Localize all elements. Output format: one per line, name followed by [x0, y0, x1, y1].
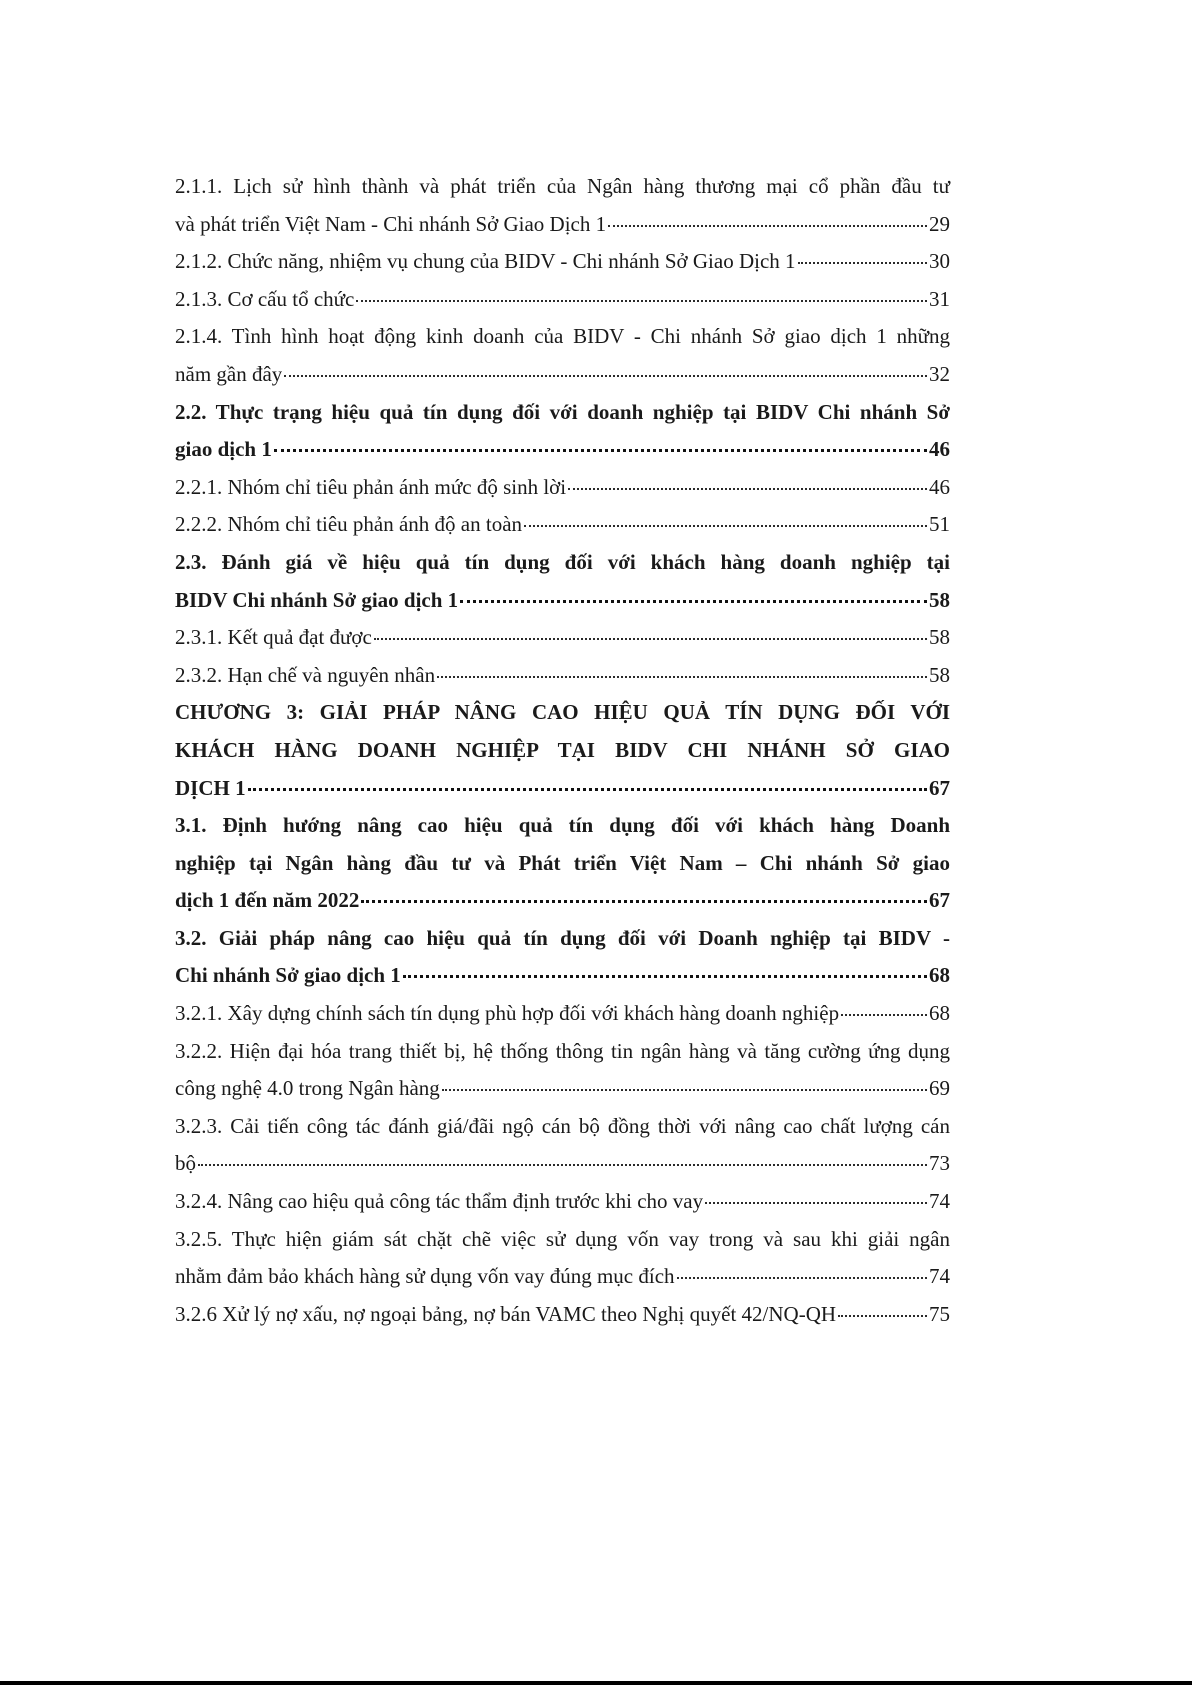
table-of-contents [175, 168, 950, 1333]
toc-entry[interactable] [175, 318, 950, 393]
toc-entry[interactable] [175, 694, 950, 807]
toc-entry[interactable] [175, 1221, 950, 1296]
toc-entry[interactable] [175, 657, 950, 695]
toc-entry[interactable] [175, 995, 950, 1033]
toc-entry-title: 3.2.6 Xử lý nợ xấu, nợ ngoại bảng, nợ bán VAMC theo Nghị quyết 42/NQ-QH [175, 1301, 837, 1326]
toc-entry[interactable] [175, 1296, 950, 1334]
toc-entry[interactable] [175, 469, 950, 507]
toc-entry[interactable] [175, 920, 950, 995]
page-number: 73 [929, 1151, 950, 1176]
toc-entry-final-line [175, 1145, 950, 1183]
page-number: 74 [929, 1189, 950, 1214]
toc-entry[interactable] [175, 394, 950, 469]
toc-entry[interactable] [175, 168, 950, 243]
dot-leader [608, 225, 927, 227]
toc-entry-final-line [175, 506, 950, 544]
page-number: 32 [929, 361, 950, 386]
page-number: 68 [929, 1001, 950, 1026]
dot-leader [705, 1202, 927, 1204]
toc-entry[interactable] [175, 1108, 950, 1183]
toc-entry-title: 3.2.4. Nâng cao hiệu quả công tác thẩm định trước khi cho vay [175, 1189, 704, 1214]
toc-entry-text-line: KHÁCH HÀNG DOANH NGHIỆP TẠI BIDV CHI NHÁNH SỞ GIAO [175, 737, 950, 762]
toc-entry-final-line [175, 1296, 950, 1334]
toc-entry-final-line [175, 431, 950, 469]
toc-entry-title: năm gần đây [175, 361, 283, 386]
dot-leader [248, 788, 927, 791]
toc-entry-title: nhằm đảm bảo khách hàng sử dụng vốn vay đúng mục đích [175, 1264, 675, 1289]
dot-leader [198, 1164, 927, 1166]
toc-entry-final-line [175, 243, 950, 281]
toc-entry-title: 2.1.2. Chức năng, nhiệm vụ chung của BIDV - Chi nhánh Sở Giao Dịch 1 [175, 249, 796, 274]
toc-entry-final-line [175, 1183, 950, 1221]
page-number: 58 [929, 587, 950, 612]
toc-entry-title: 3.2.1. Xây dựng chính sách tín dụng phù hợp đối với khách hàng doanh nghiệp [175, 1001, 840, 1026]
page-number: 51 [929, 512, 950, 537]
toc-entry-title: và phát triển Việt Nam - Chi nhánh Sở Giao Dịch 1 [175, 211, 607, 236]
toc-entry-text-line: 3.2. Giải pháp nâng cao hiệu quả tín dụng đối với Doanh nghiệp tại BIDV - [175, 925, 950, 950]
page-number: 58 [929, 625, 950, 650]
page-number: 29 [929, 211, 950, 236]
toc-entry-title: BIDV Chi nhánh Sở giao dịch 1 [175, 587, 459, 612]
toc-entry-text-line: 3.2.3. Cải tiến công tác đánh giá/đãi ngộ cán bộ đồng thời với nâng cao chất lượng cán [175, 1113, 950, 1138]
toc-entry-final-line [175, 469, 950, 507]
toc-entry[interactable] [175, 1183, 950, 1221]
page-number: 69 [929, 1076, 950, 1101]
page-number: 46 [929, 474, 950, 499]
toc-entry-title: DỊCH 1 [175, 775, 246, 800]
toc-entry-final-line [175, 356, 950, 394]
toc-entry-text-line: 3.2.5. Thực hiện giám sát chặt chẽ việc sử dụng vốn vay trong và sau khi giải ngân [175, 1226, 950, 1251]
toc-entry[interactable] [175, 619, 950, 657]
page-number: 46 [929, 437, 950, 462]
toc-entry-title: dịch 1 đến năm 2022 [175, 888, 360, 913]
dot-leader [442, 1089, 927, 1091]
toc-entry[interactable] [175, 544, 950, 619]
toc-entry-final-line [175, 770, 950, 808]
toc-entry-title: bộ [175, 1151, 196, 1176]
dot-leader [403, 975, 927, 978]
toc-entry-text-line: 2.1.1. Lịch sử hình thành và phát triển của Ngân hàng thương mại cổ phần đầu tư [175, 174, 950, 198]
page-bottom-border [0, 1681, 1192, 1685]
page-number: 67 [929, 888, 950, 913]
dot-leader [460, 600, 927, 603]
dot-leader [284, 375, 927, 377]
dot-leader [841, 1014, 927, 1016]
toc-entry-final-line [175, 657, 950, 695]
dot-leader [677, 1277, 927, 1279]
toc-entry-title: 2.3.2. Hạn chế và nguyên nhân [175, 662, 436, 687]
toc-entry-final-line [175, 582, 950, 620]
dot-leader [361, 900, 927, 903]
toc-entry-title: 2.2.2. Nhóm chỉ tiêu phản ánh độ an toàn [175, 512, 523, 537]
dot-leader [568, 488, 927, 490]
page-number: 74 [929, 1264, 950, 1289]
dot-leader [437, 676, 927, 678]
toc-entry-text-line: nghiệp tại Ngân hàng đầu tư và Phát triển Việt Nam – Chi nhánh Sở giao [175, 850, 950, 875]
dot-leader [274, 449, 927, 452]
toc-entry-text-line: CHƯƠNG 3: GIẢI PHÁP NÂNG CAO HIỆU QUẢ TÍN DỤNG ĐỐI VỚI [175, 700, 950, 725]
toc-entry-text-line: 2.2. Thực trạng hiệu quả tín dụng đối với doanh nghiệp tại BIDV Chi nhánh Sở [175, 399, 950, 424]
toc-entry-title: Chi nhánh Sở giao dịch 1 [175, 963, 401, 988]
toc-entry-text-line: 2.1.4. Tình hình hoạt động kinh doanh của BIDV - Chi nhánh Sở giao dịch 1 những [175, 324, 950, 349]
toc-entry-final-line [175, 995, 950, 1033]
page-number: 75 [929, 1301, 950, 1326]
page-number: 58 [929, 662, 950, 687]
page-number: 68 [929, 963, 950, 988]
toc-entry-text-line: 2.3. Đánh giá về hiệu quả tín dụng đối với khách hàng doanh nghiệp tại [175, 549, 950, 574]
dot-leader [374, 638, 927, 640]
toc-entry-title: 2.1.3. Cơ cấu tổ chức [175, 286, 355, 311]
toc-entry[interactable] [175, 1033, 950, 1108]
dot-leader [356, 300, 927, 302]
page-number: 31 [929, 286, 950, 311]
toc-entry-final-line [175, 206, 950, 244]
dot-leader [838, 1315, 927, 1317]
toc-entry-final-line [175, 1070, 950, 1108]
dot-leader [524, 525, 927, 527]
toc-entry-title: giao dịch 1 [175, 437, 272, 462]
toc-entry[interactable] [175, 281, 950, 319]
toc-entry[interactable] [175, 243, 950, 281]
toc-entry[interactable] [175, 506, 950, 544]
toc-entry-final-line [175, 882, 950, 920]
dot-leader [798, 262, 927, 264]
toc-entry-title: 2.3.1. Kết quả đạt được [175, 625, 372, 650]
toc-entry[interactable] [175, 807, 950, 920]
page-number: 30 [929, 249, 950, 274]
toc-entry-final-line [175, 957, 950, 995]
toc-entry-text-line: 3.1. Định hướng nâng cao hiệu quả tín dụng đối với khách hàng Doanh [175, 813, 950, 838]
toc-entry-final-line [175, 1258, 950, 1296]
toc-entry-final-line [175, 619, 950, 657]
toc-entry-text-line: 3.2.2. Hiện đại hóa trang thiết bị, hệ thống thông tin ngân hàng và tăng cường ứng dụng [175, 1038, 950, 1063]
page-number: 67 [929, 775, 950, 800]
toc-entry-final-line [175, 281, 950, 319]
toc-entry-title: công nghệ 4.0 trong Ngân hàng [175, 1076, 440, 1101]
toc-entry-title: 2.2.1. Nhóm chỉ tiêu phản ánh mức độ sinh lời [175, 474, 567, 499]
